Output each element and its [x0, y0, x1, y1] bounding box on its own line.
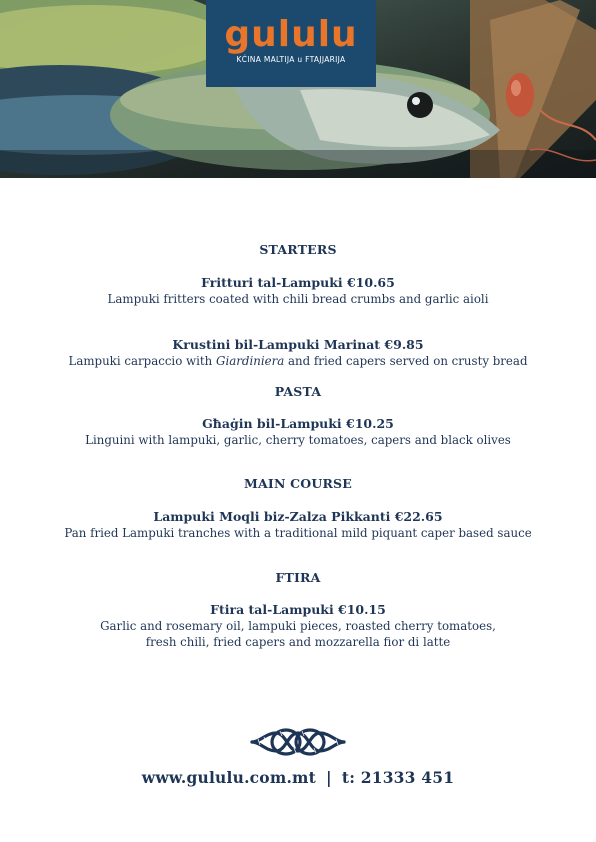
dish-description-part: and fried capers served on crusty bread [284, 354, 528, 368]
logo-tagline: KĊINA MALTIJA u FTAJJARIJA [236, 55, 346, 64]
section-title: FTIRA [275, 570, 321, 585]
hero-photo [0, 0, 596, 178]
logo: gululu [224, 14, 358, 55]
dish-description: Garlic and rosemary oil, lampuki pieces, roasted cherry tomatoes, [100, 619, 496, 633]
dish-description-emphasis: Giardiniera [216, 354, 285, 368]
dish-description [0, 353, 596, 369]
dish-description-part: Lampuki carpaccio with [68, 354, 217, 368]
dish-description: Pan fried Lampuki tranches with a traditional mild piquant caper based sauce [64, 526, 532, 540]
dish-description: Linguini with lampuki, garlic, cherry tomatoes, capers and black olives [85, 433, 511, 447]
dish-fritturi [0, 275, 596, 307]
section-main-course [0, 475, 596, 493]
section-pasta [0, 383, 596, 401]
dish-ftira [0, 602, 596, 650]
phone-number[interactable]: t: 21333 451 [341, 768, 455, 787]
logo-box [206, 0, 376, 87]
dish-name: Ftira tal-Lampuki €10.15 [210, 602, 386, 617]
dish-ghagin [0, 416, 596, 448]
dish-krustini [0, 337, 596, 369]
section-ftira [0, 569, 596, 587]
section-title: MAIN COURSE [243, 476, 353, 491]
section-starters [0, 241, 596, 259]
footer-contact [0, 768, 596, 787]
dish-description: Lampuki fritters coated with chili bread crumbs and garlic aioli [107, 292, 489, 306]
rope-knot-icon [250, 725, 346, 759]
dish-description: fresh chili, fried capers and mozzarella fior di latte [145, 635, 451, 649]
dish-name: Għaġin bil-Lampuki €10.25 [202, 416, 394, 431]
section-title: STARTERS [259, 242, 337, 257]
dish-name: Lampuki Moqli biz-Zalza Pikkanti €22.65 [153, 509, 443, 524]
dish-name: Krustini bil-Lampuki Marinat €9.85 [172, 337, 424, 352]
dish-name: Fritturi tal-Lampuki €10.65 [201, 275, 395, 290]
section-title: PASTA [274, 384, 322, 399]
website-link[interactable]: www.gululu.com.mt [141, 768, 316, 787]
footer-separator: | [326, 768, 332, 787]
dish-lampuki-moqli [0, 509, 596, 541]
